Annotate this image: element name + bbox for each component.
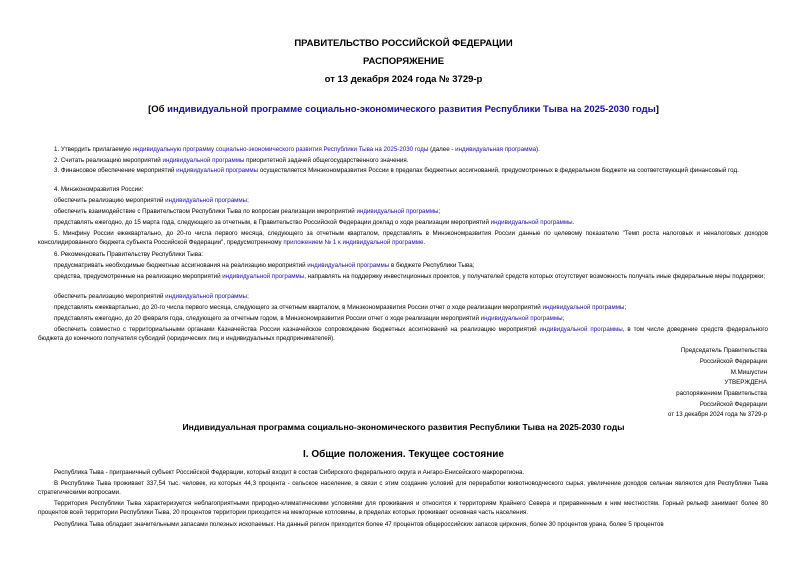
program-link[interactable]: индивидуальную программу социально-экономического развития Республики Тыва на 2025-2030 годы [132, 146, 429, 153]
program-link[interactable]: индивидуальной программы [162, 157, 245, 164]
program-short-link[interactable]: индивидуальная программа [455, 146, 537, 153]
order-item-6e: представлять ежегодно, до 20 февраля года, следующего за отчетным годом, в Минэкономразвития России отчет о ходе реализации мероприятий индивидуальной программы; [54, 315, 565, 322]
order-item-6a: предусматривать необходимые бюджетные ассигнования на реализацию мероприятий индивидуальной программы в бюджете Республики Тыва; [54, 262, 475, 269]
order-item-5: 5. Минфину России ежеквартально, до 20-го числа первого месяца, следующего за отчетным кварталом, представлять в Минэкономразвития России данные по целевому показателю "Темп роста налоговых и неналоговых доходов консолидированного бюджета субъекта Российской Федерации", предусмотренному приложением № 1 к индивидуальной программе. [38, 230, 768, 246]
approved-body: Российской Федерации [699, 401, 767, 408]
order-item-4c: представлять ежегодно, до 15 марта года, следующего за отчетным, в Правительство Российской Федерации доклад о ходе реализации мероприятий индивидуальной программы. [54, 219, 575, 226]
order-item-6: 6. Рекомендовать Правительству Республики Тыва: [54, 251, 204, 258]
order-item-6f: обеспечить совместно с территориальными органами Казначейства России казначейское сопровождение бюджетных ассигнований на реализацию мероприятий индивидуальной программы, в том числе доведение средств федерального бюджета до конечного получателя субсидий (юридических лиц и индивидуальных предпринимателей). [38, 326, 768, 342]
approved-date: от 13 декабря 2024 года № 3729-р [667, 411, 767, 418]
program-link[interactable]: индивидуальной программы [222, 273, 305, 280]
section-paragraph: В Республике Тыва проживает 337,54 тыс. человек, из которых 44,3 процента - сельское население, в связи с этим создание условий для переработки животноводческого сырья, увеличение доходов сельчан являются для Республики Тыва стратегическими вопросами. [38, 480, 768, 496]
document-date: от 13 декабря 2024 года № 3729-р [324, 74, 483, 85]
program-link[interactable]: индивидуальной программы [165, 293, 248, 300]
program-link[interactable]: индивидуальной программы [165, 197, 248, 204]
approved-by: распоряжением Правительства [676, 390, 767, 397]
program-link[interactable]: индивидуальной программы [490, 219, 573, 226]
order-item-2: 2. Считать реализацию мероприятий индивидуальной программы приоритетной задачей общегосударственного значения. [54, 157, 409, 164]
program-link[interactable]: индивидуальной программы [356, 208, 439, 215]
program-link[interactable]: индивидуальной программы [480, 315, 563, 322]
section-paragraph: Республика Тыва обладает значительными запасами полезных ископаемых. На данный регион приходится более 47 процентов общероссийских запасов циркония, более 30 процентов урана, более 5 процентов [54, 521, 664, 528]
section-paragraph: Республика Тыва - приграничный субъект Российской Федерации, который входит в состав Сибирского федерального округа и Ангаро-Енисейского макрорегиона. [54, 469, 525, 476]
signature-name: М.Мишустин [730, 369, 767, 376]
order-item-4a: обеспечить реализацию мероприятий индивидуальной программы; [54, 197, 249, 204]
program-title: Индивидуальная программа социально-экономического развития Республики Тыва на 2025-2030 годы [182, 422, 625, 432]
document-title: [Об индивидуальной программе социально-экономического развития Республики Тыва на 2025-2030 годы] [148, 104, 659, 115]
document-title-link[interactable]: индивидуальной программе социально-экономического развития Республики Тыва на 2025-2030 годы [167, 104, 656, 115]
appendix-link[interactable]: приложением № 1 к индивидуальной программе [283, 238, 424, 246]
signature-position: Председатель Правительства [680, 347, 767, 354]
order-item-4b: обеспечить взаимодействие с Правительством Республики Тыва по вопросам реализации мероприятий индивидуальной программы; [54, 208, 441, 215]
program-link[interactable]: индивидуальной программы [542, 304, 625, 311]
order-item-6b: средства, предусмотренные на реализацию мероприятий индивидуальной программы, направлять на поддержку инвестиционных проектов, у получателей средств которых отсутствует возможность получать иные федеральные меры поддержки; [54, 273, 766, 280]
document-kind: РАСПОРЯЖЕНИЕ [362, 56, 445, 67]
program-link[interactable]: индивидуальной программы [307, 262, 390, 269]
approved-label: УТВЕРЖДЕНА [724, 379, 767, 386]
order-item-1: 1. Утвердить прилагаемую индивидуальную программу социально-экономического развития Республики Тыва на 2025-2030 годы (далее - индивидуальная программа). [54, 146, 540, 153]
order-item-4: 4. Минэкономразвития России: [54, 186, 144, 193]
order-item-6d: представлять ежеквартально, до 20-го числа первого месяца, следующего за отчетным кварталом, в Минэкономразвития России отчет о ходе реализации мероприятий индивидуальной программы; [54, 304, 627, 311]
government-heading: ПРАВИТЕЛЬСТВО РОССИЙСКОЙ ФЕДЕРАЦИИ [294, 38, 513, 49]
order-item-6c: обеспечить реализацию мероприятий индивидуальной программы; [54, 293, 249, 300]
program-link[interactable]: индивидуальной программы [539, 326, 623, 333]
section-paragraph: Территория Республики Тыва характеризуется неблагоприятными природно-климатическими условиями для проживания и относится к территориям Крайнего Севера и приравненным к ним местностям. Горный рельеф занимает более 80 процентов всей территории Республики Тыва, 20 процентов территории приходится на межгорные котловины, в пределах которых проживает основная часть населения. [38, 500, 768, 516]
signature-body: Российской Федерации [699, 358, 767, 365]
section-heading: I. Общие положения. Текущее состояние [303, 449, 504, 460]
order-item-3: 3. Финансовое обеспечение мероприятий индивидуальной программы осуществляется Минэкономразвития России в пределах бюджетных ассигнований, предусмотренных в федеральном бюджете на соответствующий финансовый год. [54, 167, 739, 174]
program-link[interactable]: индивидуальной программы [176, 167, 259, 174]
